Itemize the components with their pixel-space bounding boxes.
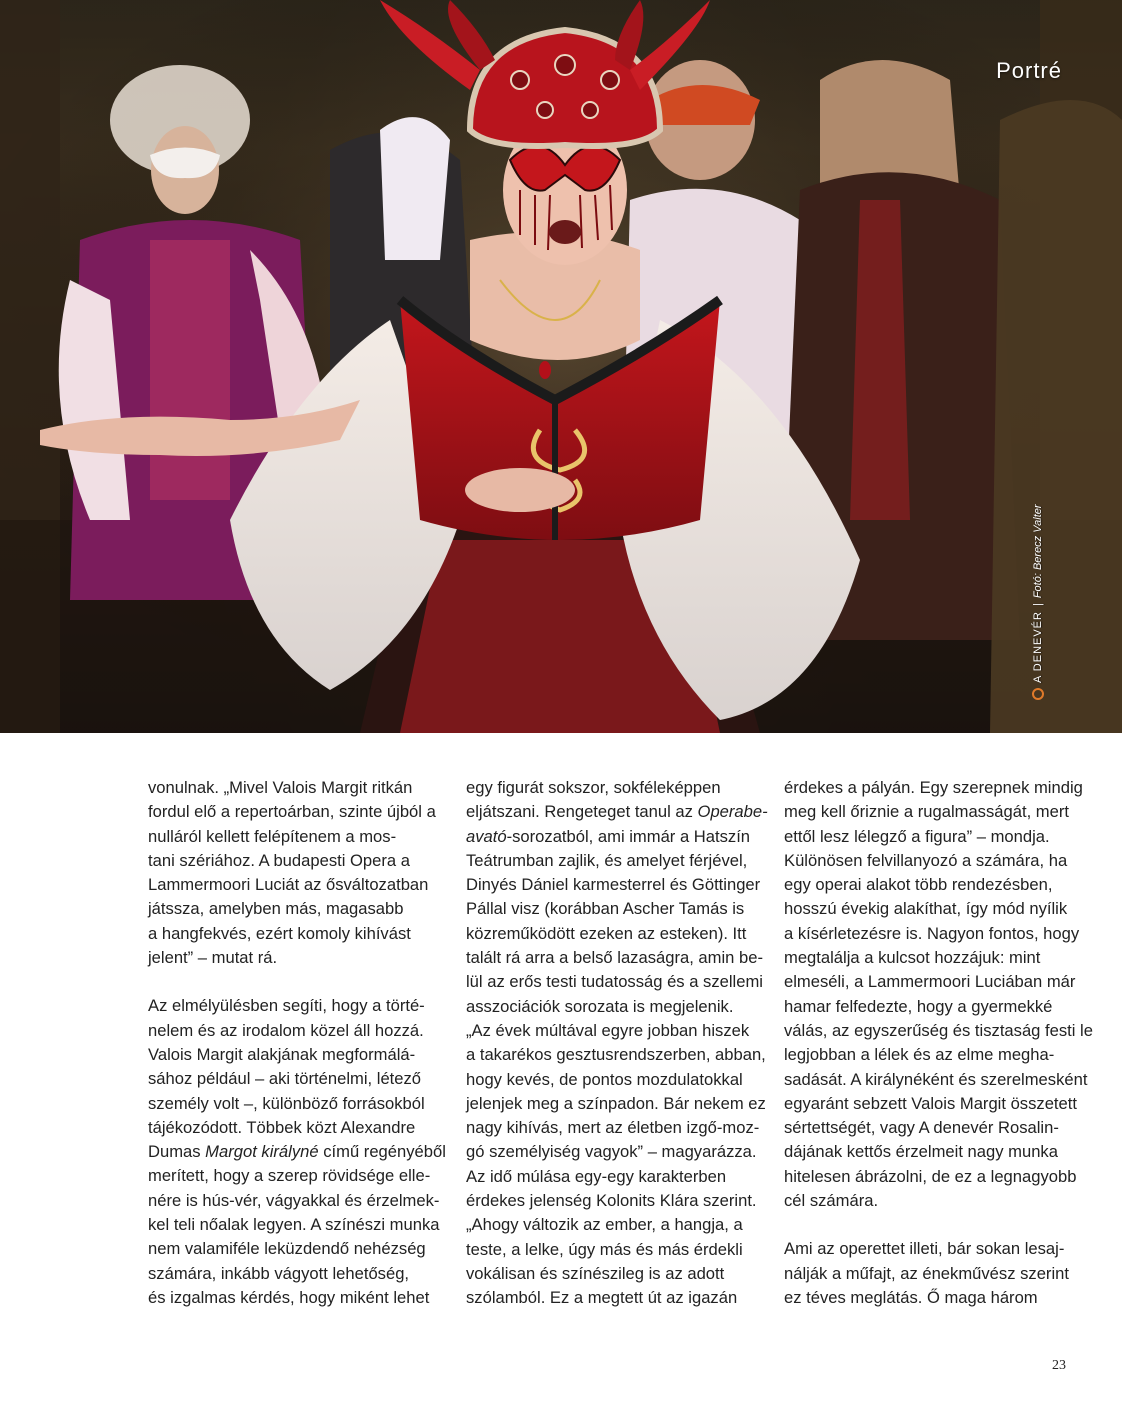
- text-line: egy operai alakot több rendezésben,: [784, 875, 1053, 895]
- text-line: válás, az egyszerűség és tisztaság festi le: [784, 1020, 1093, 1040]
- text-line: gó személyiség vagyok” – magyarázza.: [466, 1142, 757, 1162]
- text-line: merített, hogy a szerep rövidsége elle-: [148, 1166, 431, 1186]
- text-line: „Ahogy változik az ember, a hangja, a: [466, 1215, 743, 1235]
- text-line: számára, inkább vágyott lehetőség,: [148, 1263, 410, 1283]
- text-line: sához például – aki történelmi, létező: [148, 1069, 422, 1089]
- text-line: sadását. A királynéként és szerelmesként: [784, 1069, 1088, 1089]
- text-line: teste, a lelke, úgy más és más érdekli: [466, 1239, 743, 1259]
- paragraph: [148, 994, 446, 1310]
- text-line: Lammermoori Luciát az ősváltozatban: [148, 875, 429, 895]
- text-line: nem valamiféle leküzdendő nehézség: [148, 1239, 426, 1259]
- text-line: Ami az operettet illeti, bár sokan lesaj-: [784, 1239, 1065, 1259]
- text-line: jelent” – mutat rá.: [148, 948, 278, 968]
- text-column-1: [148, 776, 446, 1311]
- text-line: a hangfekvés, ezért komoly kihívást: [148, 923, 411, 943]
- text-line: nagy kihívás, mert az életben izgő-moz-: [466, 1118, 760, 1138]
- text-line: ettől lesz lélegző a figura” – mondja.: [784, 826, 1050, 846]
- text-line: tájékozódott. Többek közt Alexandre: [148, 1117, 416, 1137]
- text-line: legjobban a lélek és az elme megha-: [784, 1045, 1055, 1065]
- text-line: hosszú évekig alakíthat, így mód nyílik: [784, 899, 1068, 919]
- text-line: hogy kevés, de pontos mozdulatokkal: [466, 1069, 743, 1089]
- text-column-2: [466, 776, 768, 1311]
- text-line: vonulnak. „Mivel Valois Margit ritkán: [148, 778, 413, 797]
- text-line: ez téves meglátás. Ő maga három: [784, 1287, 1038, 1307]
- text-line: jelenjek meg a színpadon. Bár nekem ez: [466, 1093, 766, 1113]
- text-line: eljátszani. Rengeteget tanul az Operabe-: [466, 802, 768, 822]
- article-body: [148, 776, 1093, 1311]
- text-line: egy figurát sokszor, sokféleképpen: [466, 778, 721, 797]
- text-line: Az idő múlása egy-egy karakterben: [466, 1166, 727, 1186]
- text-line: cél számára.: [784, 1191, 879, 1211]
- italic-title: Margot királyné: [205, 1142, 319, 1162]
- text-line: Valois Margit alakjának megformálá-: [148, 1044, 416, 1064]
- text-line: Dumas Margot királyné című regényéből: [148, 1142, 446, 1162]
- text-line: „Az évek múltával egyre jobban hiszek: [466, 1020, 750, 1040]
- paragraph: [784, 776, 1093, 1213]
- text-line: nelem és az irodalom közel áll hozzá.: [148, 1020, 424, 1040]
- text-line: játssza, amelyben más, magasabb: [148, 899, 404, 919]
- text-line: talált rá arra a belső lazaságra, amin be-: [466, 948, 763, 968]
- section-label: Portré: [996, 58, 1062, 83]
- text-line: egyaránt sebzett Valois Margit összetett: [784, 1093, 1077, 1113]
- paragraph: [466, 776, 768, 1311]
- text-line: nére is hús-vér, vágyakkal és érzelmek-: [148, 1190, 440, 1210]
- text-line: érdekes a pályán. Egy szerepnek mindig: [784, 778, 1083, 797]
- text-line: meg kell őriznie a rugalmasságát, mert: [784, 802, 1069, 822]
- text-line: Az elmélyülésben segíti, hogy a törté-: [148, 996, 425, 1016]
- text-line: a kísérletezésre is. Nagyon fontos, hogy: [784, 923, 1080, 943]
- text-line: vokálisan és színészileg is az adott: [466, 1263, 725, 1283]
- text-line: avató-sorozatból, ami immár a Hatszín: [466, 826, 751, 846]
- text-line: személy volt –, különböző forrásokból: [148, 1093, 425, 1113]
- text-line: nálják a műfajt, az énekművész szerint: [784, 1263, 1069, 1283]
- text-line: lül az erős testi tudatosság és a szellemi: [466, 972, 763, 992]
- text-line: Különösen felvillanyozó a számára, ha: [784, 850, 1068, 870]
- text-line: szólamból. Ez a megtett út az igazán: [466, 1288, 738, 1308]
- text-line: asszociációk sorozata is megjelenik.: [466, 996, 734, 1016]
- italic-title: Operabe-: [697, 802, 768, 822]
- caption-title: A DENEVÉR: [1032, 611, 1044, 683]
- caption-separator: |: [1032, 603, 1044, 607]
- text-line: Pállal visz (korábban Ascher Tamás is: [466, 899, 745, 919]
- text-line: közreműködött ezeken az esteken). Itt: [466, 923, 747, 943]
- caption-circle-icon: [1032, 688, 1044, 700]
- text-line: érdekes jelenség Kolonits Klára szerint.: [466, 1191, 757, 1211]
- text-line: tani szériához. A budapesti Opera a: [148, 850, 410, 870]
- text-line: fordul elő a repertoárban, szinte újból a: [148, 802, 436, 822]
- text-line: megtalálja a kulcsot hozzájuk: mint: [784, 948, 1041, 968]
- paragraph: [148, 776, 436, 970]
- italic-title: avató: [466, 826, 507, 846]
- text-line: nulláról kellett felépítenem a mos-: [148, 826, 397, 846]
- page-number: 23: [1052, 1358, 1066, 1373]
- text-line: Dinyés Dániel karmesterrel és Göttinger: [466, 875, 761, 895]
- text-line: dájának kettős érzelmeit nagy munka: [784, 1142, 1058, 1162]
- caption-credit: Fotó: Berecz Valter: [1032, 504, 1044, 599]
- text-line: sértettségét, vagy A denevér Rosalin-: [784, 1118, 1059, 1138]
- text-line: hamar felfedezte, hogy a gyermekké: [784, 996, 1053, 1016]
- text-line: és izgalmas kérdés, hogy miként lehet: [148, 1287, 430, 1307]
- text-line: kel teli nőalak legyen. A színészi munka: [148, 1215, 440, 1235]
- text-line: hitelesen ábrázolni, de ez a legnagyobb: [784, 1166, 1077, 1186]
- photo-caption: [1032, 504, 1044, 700]
- text-line: a takarékos gesztusrendszerben, abban,: [466, 1045, 766, 1065]
- text-line: elmeséli, a Lammermoori Luciában már: [784, 972, 1076, 992]
- paragraph: [784, 1237, 1068, 1310]
- text-line: Teátrumban zajlik, és amelyet férjével,: [466, 850, 748, 870]
- text-column-3: [784, 776, 1093, 1311]
